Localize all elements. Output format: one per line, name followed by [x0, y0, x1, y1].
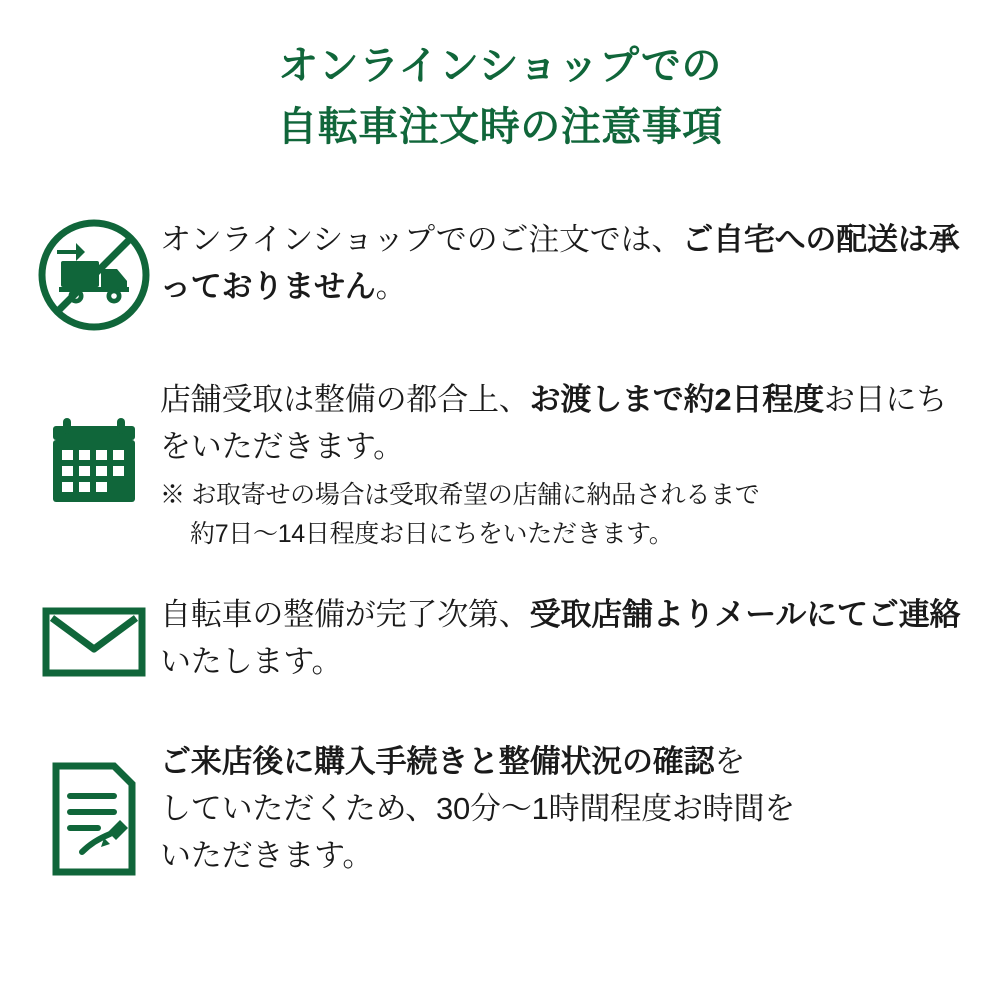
item1-text-plain-2: 。: [375, 268, 407, 304]
item3-text-bold-1: 受取店舗よりメール: [529, 597, 807, 633]
page-title-line-2: 自転車注文時の注意事項: [277, 104, 723, 149]
item1-text-bold-2: 配送は承っておりません: [160, 221, 960, 304]
item2-text-plain-1: 店舗受取は整備の都合上、: [160, 381, 530, 417]
item4-text-plain-1: を: [714, 743, 746, 779]
item1-text-bold-1: ご自宅への: [682, 221, 837, 257]
item3-text-plain-1: 自転車の整備が完了次第、: [160, 597, 530, 633]
list-item: [28, 736, 970, 879]
item4-text-plain-2: していただくため、30分〜1時間程度お時間を: [160, 790, 796, 826]
item3-text-bold-2: にてご連絡: [806, 597, 961, 633]
item3-text-plain-2: いたします。: [160, 644, 343, 680]
list-item-text: [160, 374, 970, 554]
list-item-text: [160, 589, 970, 685]
item2-text-plain-2: お日にちをいただきます。: [160, 381, 948, 464]
item1-text-plain-1: オンラインショップでのご注文では、: [160, 221, 683, 257]
item2-note-line-1: ※ お取寄せの場合は受取希望の店舗に納品されるまで: [160, 480, 760, 509]
list-item: [28, 589, 970, 685]
page-title: [0, 0, 1000, 158]
list-item: [28, 374, 970, 554]
list-item-text: [160, 214, 970, 310]
no-delivery-truck-icon: [28, 214, 160, 334]
calendar-icon: [28, 374, 160, 512]
item4-text-plain-3: いただきます。: [160, 837, 374, 873]
signed-document-icon: [28, 736, 160, 878]
list-item-text: [160, 736, 970, 879]
item2-text-bold-2: 度: [793, 381, 824, 417]
item2-text-bold-1: お渡しまで約2日程: [529, 381, 794, 417]
item2-note: [160, 476, 970, 554]
list-item: [28, 214, 970, 334]
item4-text-bold-1: ご来店後に購入手続きと整備状況の確認: [160, 743, 715, 779]
notice-list: [0, 214, 1000, 879]
page-title-line-1: オンラインショップでの: [278, 44, 722, 88]
item2-note-line-2: 約7日〜14日程度お日にちをいただきます。: [190, 519, 674, 548]
mail-envelope-icon: [28, 589, 160, 681]
